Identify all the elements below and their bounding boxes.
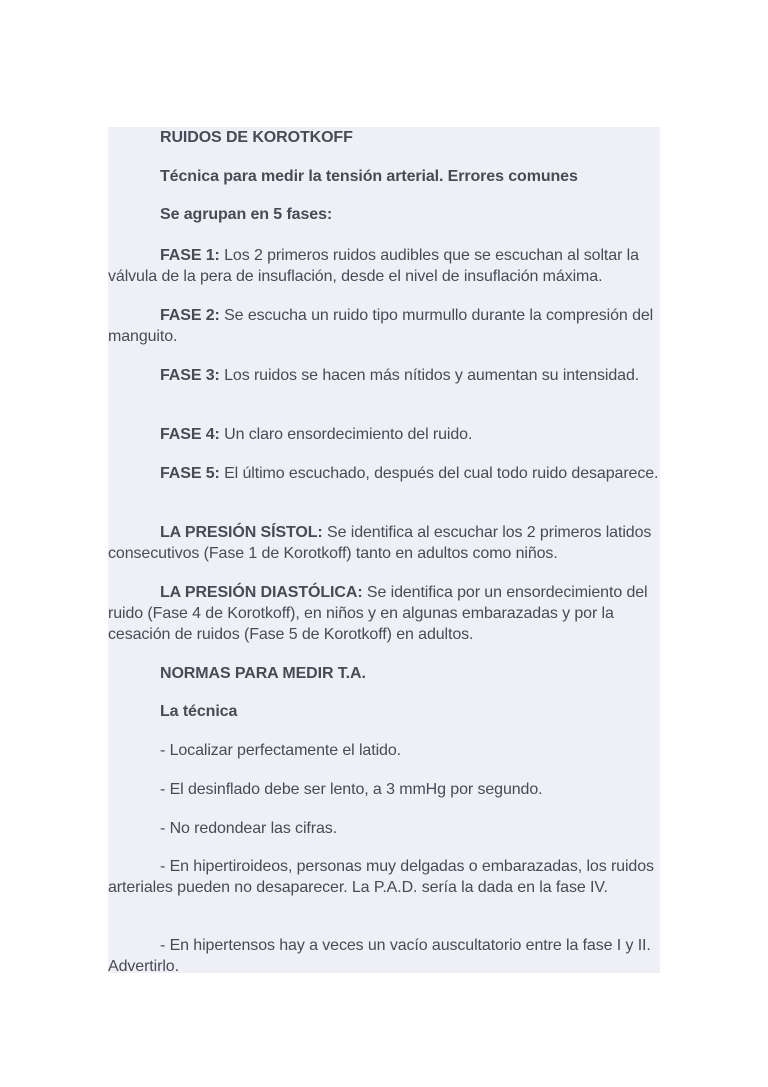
paragraph-text: Se identifica por un ensordecimiento del ruido (Fase 4 de Korotkoff), en niños y en algunas embarazadas y por la cesación de ruidos (Fase 5 de Korotkoff) en adultos. [108,584,648,643]
paragraph-text: - El desinflado debe ser lento, a 3 mmHg por segundo. [160,781,543,798]
paragraph [108,779,660,800]
paragraph-heading: LA PRESIÓN DIASTÓLICA: [160,584,363,601]
paragraph [108,522,660,564]
paragraph [108,463,660,484]
document-page [108,127,660,973]
paragraph [108,127,660,148]
paragraph-heading: RUIDOS DE KOROTKOFF [160,129,353,146]
paragraph [108,305,660,347]
paragraph-text: Se escucha un ruido tipo murmullo durante la compresión del manguito. [108,307,654,345]
paragraph-heading: NORMAS PARA MEDIR T.A. [160,665,366,682]
paragraph-text: - En hipertiroideos, personas muy delgadas o embarazadas, los ruidos arteriales pueden no desaparecer. La P.A.D. sería la dada en la fase IV. [108,858,654,896]
paragraph [108,424,660,445]
paragraph [108,935,660,977]
paragraph [108,204,660,225]
paragraph [108,166,660,187]
paragraph-heading: La técnica [160,703,238,720]
paragraph-heading: Se agrupan en 5 fases: [160,206,333,223]
paragraph [108,245,660,287]
paragraph [108,740,660,761]
paragraph-heading: Técnica para medir la tensión arterial. Errores comunes [160,168,578,185]
paragraph-heading: FASE 1: [160,247,220,264]
paragraph-text: El último escuchado, después del cual todo ruido desaparece. [219,465,659,482]
paragraph-text: - No redondear las cifras. [160,820,338,837]
paragraph-heading: FASE 2: [160,307,220,324]
paragraph-text: Se identifica al escuchar los 2 primeros latidos consecutivos (Fase 1 de Korotkoff) tanto en adultos como niños. [108,524,652,562]
paragraph-text: Un claro ensordecimiento del ruido. [219,426,473,443]
paragraph [108,856,660,898]
paragraph [108,365,660,386]
paragraph-heading: LA PRESIÓN SÍSTOL: [160,524,323,541]
paragraph-text: - Localizar perfectamente el latido. [160,742,401,759]
paragraph-heading: FASE 4: [160,426,220,443]
paragraph [108,582,660,645]
paragraph-heading: FASE 3: [160,367,220,384]
paragraph [108,663,660,684]
paragraph-heading: FASE 5: [160,465,220,482]
paragraph [108,818,660,839]
paragraph [108,701,660,722]
paragraph-text: Los 2 primeros ruidos audibles que se escuchan al soltar la válvula de la pera de insuflación, desde el nivel de insuflación máxima. [108,247,639,285]
paragraph-text: - En hipertensos hay a veces un vacío auscultatorio entre la fase I y II. Advertirlo. [108,937,651,975]
paragraph-text: Los ruidos se hacen más nítidos y aumentan su intensidad. [219,367,640,384]
